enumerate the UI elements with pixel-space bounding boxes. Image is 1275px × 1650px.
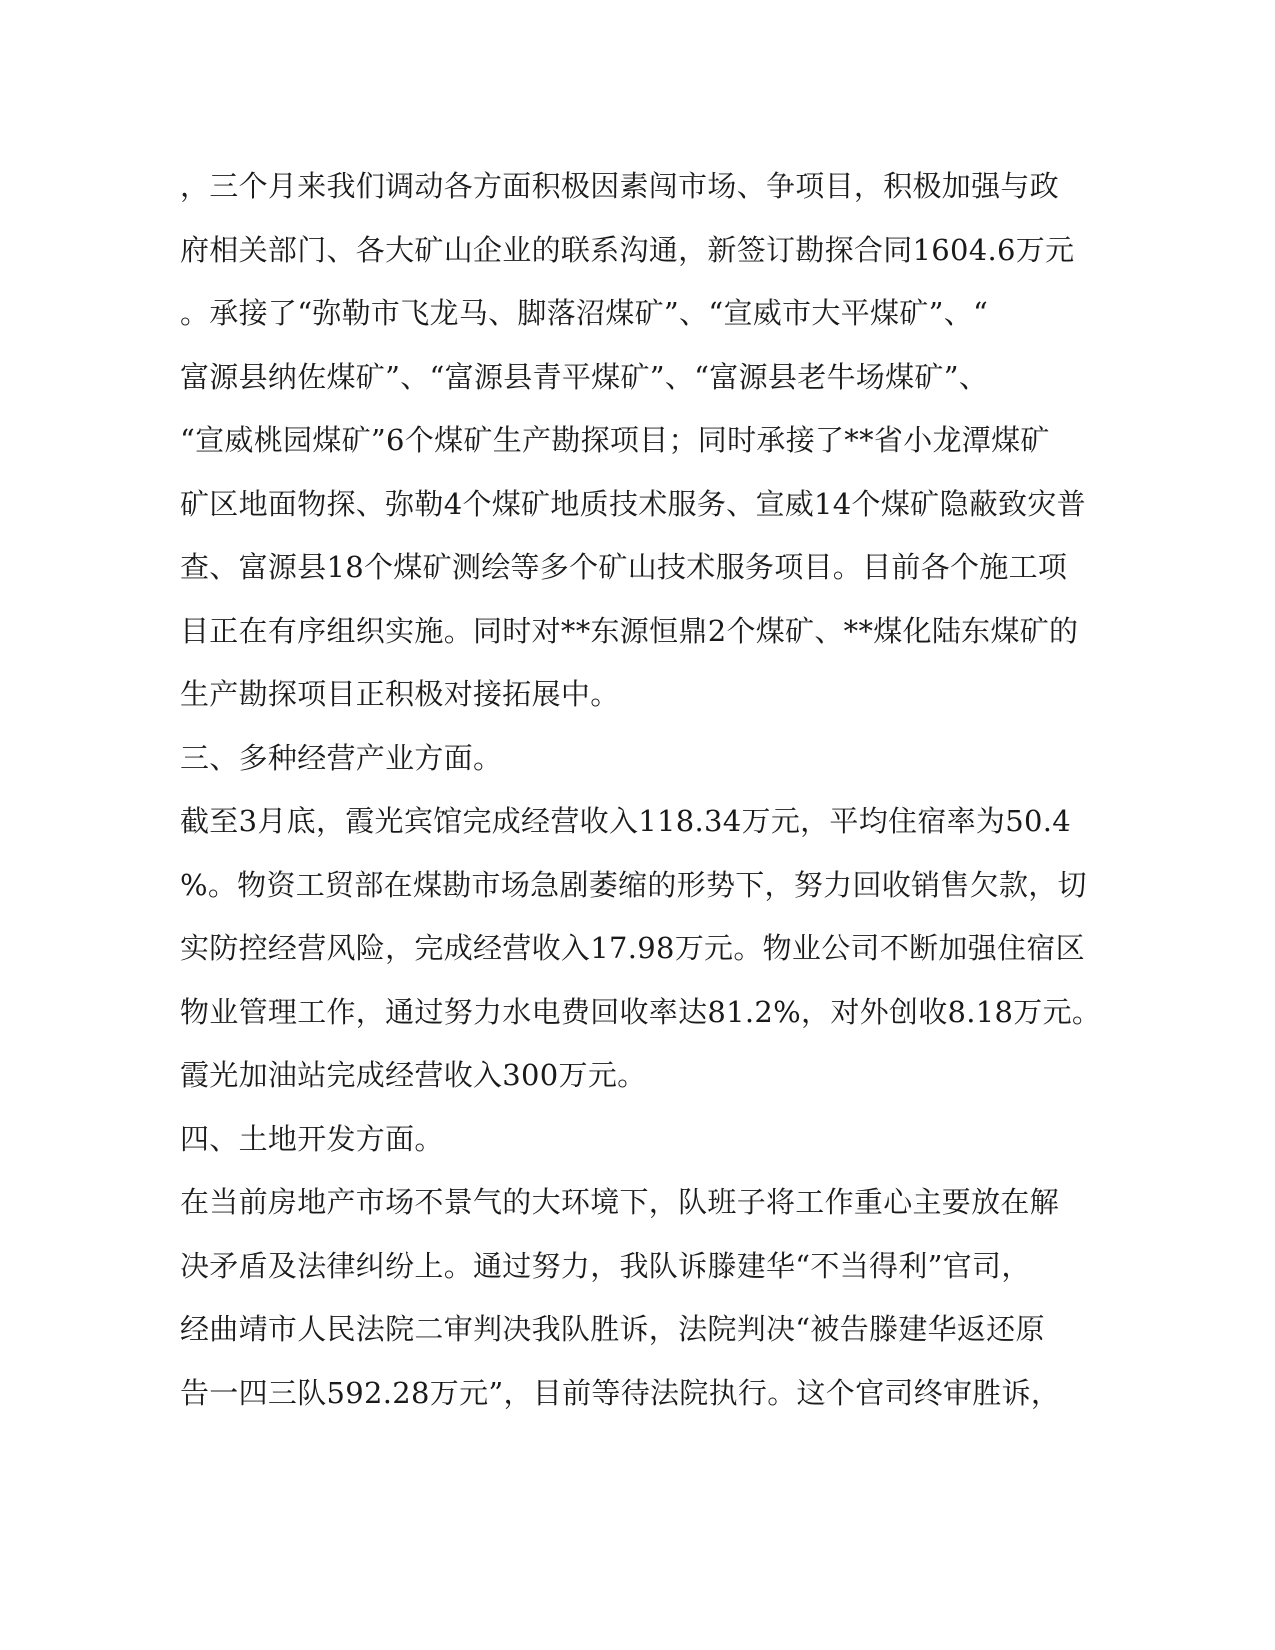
text-line: 在当前房地产市场不景气的大环境下，队班子将工作重心主要放在解 [180, 1185, 1060, 1219]
section-heading: 三、多种经营产业方面。 [180, 740, 503, 775]
document-body [180, 162, 1102, 1432]
text-line: 告一四三队592.28万元”，目前等待法院执行。这个官司终审胜诉， [180, 1375, 1061, 1410]
text-line: 经曲靖市人民法院二审判决我队胜诉，法院判决“被告滕建华返还原 [180, 1312, 1045, 1346]
text-line: 决矛盾及法律纠纷上。通过努力，我队诉滕建华“不当得利”官司， [180, 1248, 1031, 1283]
text-line: 实防控经营风险，完成经营收入17.98万元。物业公司不断加强住宿区 [180, 931, 1085, 965]
text-line: ，三个月来我们调动各方面积极因素闯市场、争项目，积极加强与政 [180, 169, 1060, 203]
text-line: 矿区地面物探、弥勒4个煤矿地质技术服务、宣威14个煤矿隐蔽致灾普 [180, 486, 1086, 521]
text-line: 目正在有序组织实施。同时对**东源恒鼎2个煤矿、**煤化陆东煤矿的 [180, 613, 1079, 648]
section-heading: 四、土地开发方面。 [180, 1121, 444, 1156]
text-line: 。承接了“弥勒市飞龙马、脚落沼煤矿”、“宣威市大平煤矿”、“ [180, 296, 989, 330]
text-line: 截至3月底，霞光宾馆完成经营收入118.34万元，平均住宿率为50.4 [180, 804, 1071, 838]
text-line: 霞光加油站完成经营收入300万元。 [180, 1058, 647, 1092]
text-line: 查、富源县18个煤矿测绘等多个矿山技术服务项目。目前各个施工项 [180, 550, 1068, 584]
text-line: 府相关部门、各大矿山企业的联系沟通，新签订勘探合同1604.6万元 [180, 232, 1075, 267]
text-line: 生产勘探项目正积极对接拓展中。 [180, 677, 620, 711]
text-line: “宣威桃园煤矿”6个煤矿生产勘探项目；同时承接了**省小龙潭煤矿 [180, 423, 1050, 457]
text-line: %。物资工贸部在煤勘市场急剧萎缩的形势下，努力回收销售欠款，切 [180, 867, 1087, 902]
text-line: 物业管理工作，通过努力水电费回收率达81.2%，对外创收8.18万元。 [180, 994, 1102, 1029]
text-line: 富源县纳佐煤矿”、“富源县青平煤矿”、“富源县老牛场煤矿”、 [180, 359, 989, 394]
